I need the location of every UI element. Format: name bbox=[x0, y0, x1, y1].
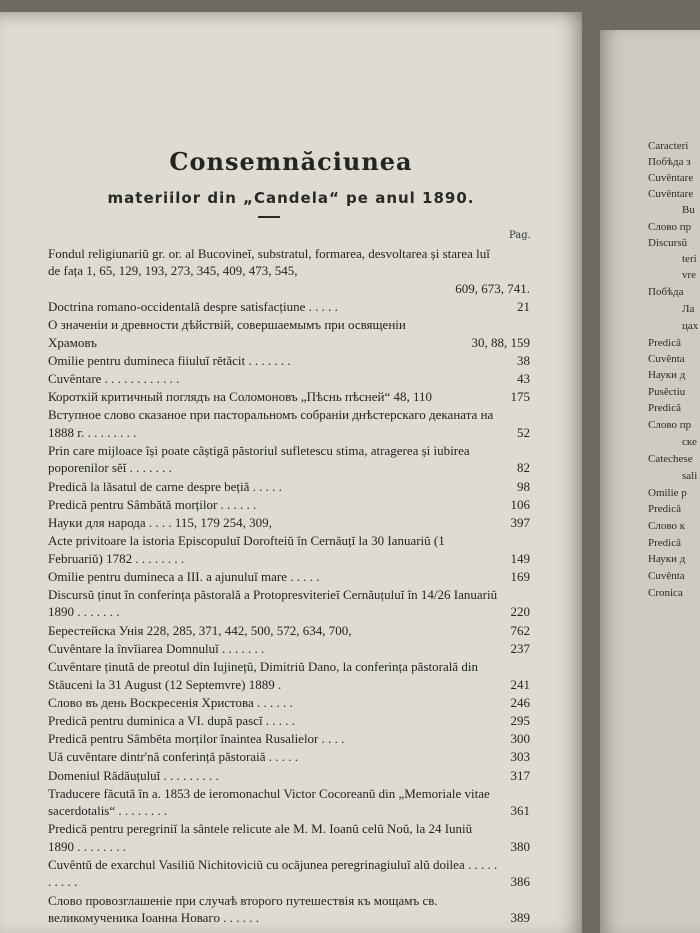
right-page-line: Слово к bbox=[648, 520, 686, 532]
page-number: 220 bbox=[510, 604, 530, 620]
page-number: 237 bbox=[510, 640, 530, 656]
contents-entry: Predică pentru Sâmbĕta morților înaintea Rusalielor . . . . 300 bbox=[48, 731, 530, 747]
contents-entry: Predică pentru Sâmbătă morților . . . . . . 106 bbox=[48, 496, 530, 512]
title-divider bbox=[258, 216, 280, 218]
contents-entry: Discursŭ ținut în conferința păstorală a Protopresviterieĭ Cernăuțuluĭ în 14/26 Ianuariŭ 1890 . . . . . . . 220 bbox=[48, 587, 530, 620]
right-page-line: Побѣда з bbox=[648, 156, 691, 168]
contents-entry: О значенiи и древности дѣйствiй, совершаемымъ при освященiи Храмовъ 30, 88, 159 bbox=[48, 317, 530, 350]
right-page-line: Науки д bbox=[648, 369, 686, 381]
page-number: 762 bbox=[510, 622, 530, 638]
right-page-line: Predică bbox=[648, 402, 681, 414]
right-page-line: Bu bbox=[682, 204, 695, 216]
contents-entry: Predică pentru peregriniĭ la sântele relicute ale M. M. Ioanŭ celŭ Noŭ, la 24 Iuniŭ 1890 . . . . . . . . 380 bbox=[48, 821, 530, 854]
page-number: 380 bbox=[510, 838, 530, 854]
contents-entry: Слово провозглашенiе при случаѣ второго путешествiя къ мощамъ св. великомученика Iоанна Новаго . . . . . . 389 bbox=[48, 892, 530, 925]
page-number: 52 bbox=[517, 424, 530, 440]
contents-entry: Вступное слово сказаное при пастoральномъ собранiи днѣстерскаго деканата на 1888 г. . . . . . . . . 52 bbox=[48, 407, 530, 440]
right-page-line: Слово пр bbox=[648, 419, 692, 431]
contents-entry: Cuvêntare . . . . . . . . . . . . 43 bbox=[48, 371, 530, 387]
page-number: 361 bbox=[510, 803, 530, 819]
page-number: 609, 673, 741. bbox=[455, 280, 530, 296]
page-number: 241 bbox=[510, 676, 530, 692]
page-number: 317 bbox=[510, 767, 530, 783]
right-page-line: teri bbox=[682, 253, 697, 265]
right-page-line: sali bbox=[682, 470, 698, 482]
contents-entry: Omilie pentru dumineca a III. a ajunuluĭ mare . . . . . 169 bbox=[48, 568, 530, 584]
right-page-line: Cuvêntare bbox=[648, 188, 694, 200]
contents-entry: Cuvêntare ținută de preotul din Iujinețŭ, Dimitriŭ Dano, la conferința păstorală din Stăuceni la 31 August (12 Septemvre) 1889 . 241 bbox=[48, 659, 530, 692]
page-number: 389 bbox=[510, 909, 530, 925]
page-number: 397 bbox=[510, 515, 530, 531]
contents-entry: Fondul religiunariŭ gr. or. al Bucovineĭ, substratul, formarea, desvoltarea și starea luĭ de fața 1, 65, 129, 193, 273, 345, 409, 473, 545, 609, 673, 741. bbox=[48, 246, 530, 296]
contents-entry: Traducere făcută în a. 1853 de ieromonachul Victor Cocoreanŭ din „Memoriale vitae sacerdotalis“ . . . . . . . . 361 bbox=[48, 785, 530, 819]
page-number: 149 bbox=[510, 550, 530, 566]
right-page-line: Caracteri bbox=[648, 140, 689, 152]
left-page bbox=[0, 12, 582, 933]
contents-list bbox=[48, 245, 530, 927]
page-number: 295 bbox=[510, 712, 530, 728]
right-page-line: Ла bbox=[682, 303, 695, 315]
right-page-line: Науки д bbox=[648, 553, 686, 565]
page-number: 98 bbox=[517, 478, 530, 494]
page-number: 30, 88, 159 bbox=[471, 334, 530, 350]
right-page-line: Побѣда bbox=[648, 286, 684, 298]
contents-entry: Doctrina romano-occidentală despre satisfacțiune . . . . . 21 bbox=[48, 299, 530, 315]
page-subtitle: materiilor din „Candela“ pe anul 1890. bbox=[107, 189, 475, 207]
page-number: 43 bbox=[517, 371, 530, 387]
right-page-line: Cuvêntare bbox=[648, 172, 694, 184]
page-column-label: Pag. bbox=[509, 230, 531, 241]
right-page-line: Cuvênta bbox=[648, 353, 685, 365]
right-page-line: цах bbox=[682, 320, 699, 332]
page-number: 300 bbox=[510, 731, 530, 747]
contents-entry: Predică la lăsatul de carne despre bețiă . . . . . 98 bbox=[48, 478, 530, 494]
right-page-line: Pusĕctiu bbox=[648, 386, 686, 398]
contents-entry: Cuvêntare la învĭiarea Domnuluĭ . . . . . . . 237 bbox=[48, 640, 530, 656]
page-number: 106 bbox=[510, 496, 530, 512]
right-page-line: Cronica bbox=[648, 587, 683, 599]
contents-entry: Omilie pentru dumineca fiiuluĭ rĕtăcit . . . . . . . 38 bbox=[48, 352, 530, 368]
contents-entry: Predică pentru duminica a VI. după pascĭ . . . . . 295 bbox=[48, 712, 530, 728]
right-page bbox=[600, 30, 700, 933]
contents-entry: Uă cuvêntare dintr'nă conferință păstoraiă . . . . . 303 bbox=[48, 749, 530, 765]
contents-entry: Короткiй критичный поглядъ на Соломоновъ „Пѣснь пѣсней“ 48, 110 175 bbox=[48, 389, 530, 405]
page-number: 21 bbox=[517, 299, 530, 315]
contents-entry: Слово въ день Воскресенiя Христова . . . . . . 246 bbox=[48, 694, 530, 710]
page-number: 303 bbox=[510, 749, 530, 765]
contents-entry: Domeniul Rădăuțuluĭ . . . . . . . . . 317 bbox=[48, 767, 530, 783]
contents-entry: Cuvêntŭ de exarchul Vasiliŭ Nichitoviciŭ cu ocăjunea peregrinagiuluĭ alŭ doilea . . . . . . . . . . 386 bbox=[48, 856, 530, 890]
right-page-line: ске bbox=[682, 436, 697, 448]
contents-entry: Берестейска Унiя 228, 285, 371, 442, 500, 572, 634, 700, 762 bbox=[48, 622, 530, 638]
right-page-line: Omilie p bbox=[648, 487, 687, 499]
contents-entry: Acte privitoare la istoria Episcopuluĭ Dorofteiŭ în Cernăuțĭ la 30 Ianuariŭ (1 Februariŭ) 1782 . . . . . . . . 149 bbox=[48, 533, 530, 566]
contents-entry: Prin care mijloace își poate câștigă păstoriul sufletescu stima, atragerea și iubirea poporenilor sĕĭ . . . . . . . 82 bbox=[48, 443, 530, 476]
page-number: 175 bbox=[510, 389, 530, 405]
page-title: Consemnăciunea bbox=[169, 147, 413, 176]
right-page-line: Predică bbox=[648, 537, 681, 549]
right-page-line: Discursŭ bbox=[648, 237, 688, 249]
page-number: 386 bbox=[510, 874, 530, 890]
right-page-line: Cuvênta bbox=[648, 570, 685, 582]
page-number: 169 bbox=[510, 568, 530, 584]
right-page-line: Predică bbox=[648, 337, 681, 349]
page-number: 82 bbox=[517, 460, 530, 476]
right-page-line: Catechese bbox=[648, 453, 693, 465]
right-page-line: vre bbox=[682, 269, 697, 281]
page-number: 246 bbox=[510, 694, 530, 710]
right-page-line: Predică bbox=[648, 503, 681, 515]
page-number: 38 bbox=[517, 352, 530, 368]
contents-entry: Науки для народа . . . . 115, 179 254, 309, 397 bbox=[48, 515, 530, 531]
right-page-line: Слово пр bbox=[648, 221, 692, 233]
